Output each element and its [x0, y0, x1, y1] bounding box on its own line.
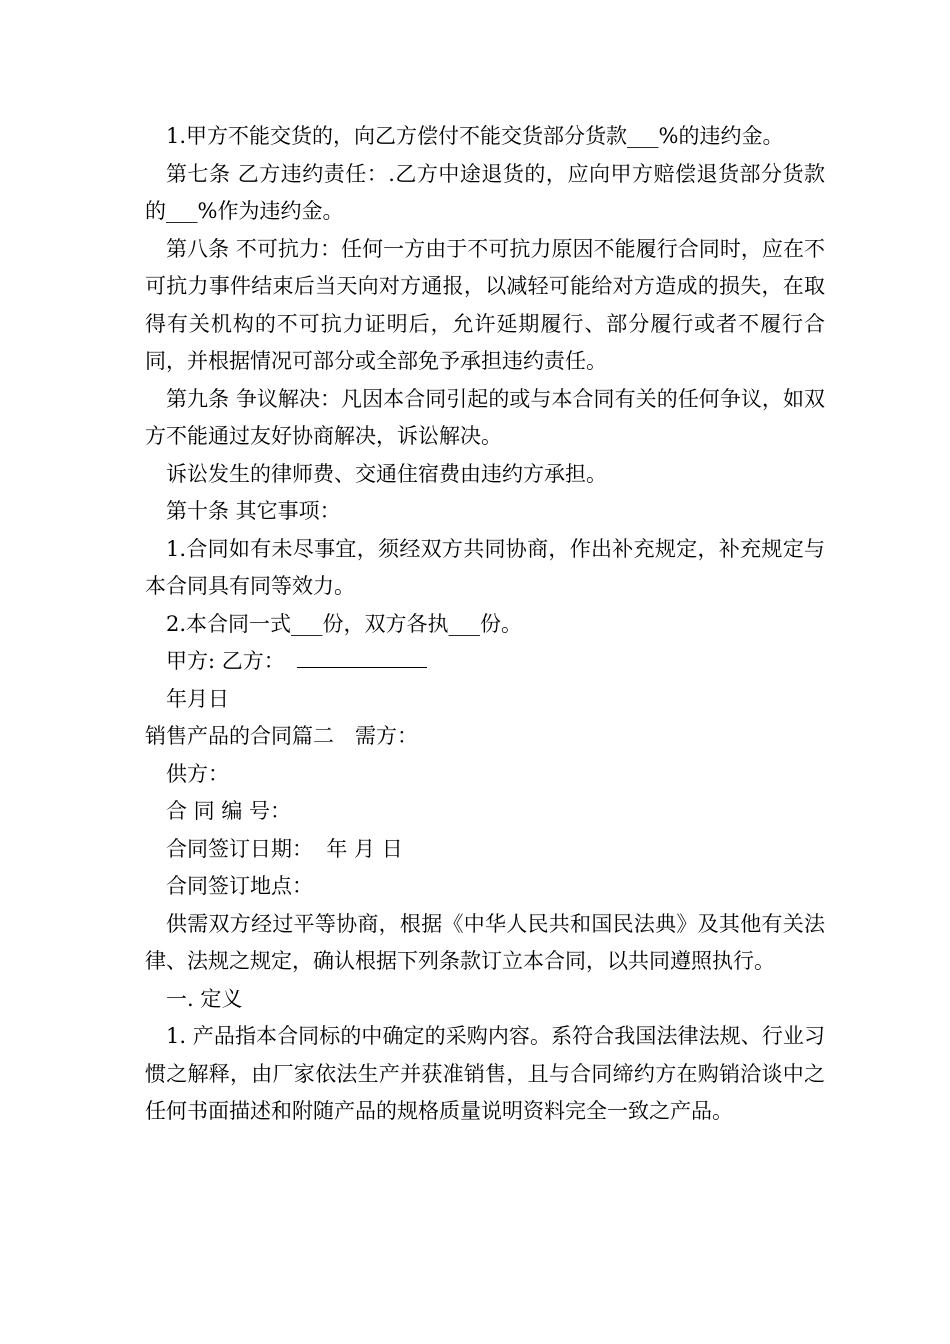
signature-line [145, 643, 825, 681]
signature-label: 甲方: 乙方： [166, 649, 285, 673]
clause-paragraph: 第八条 不可抗力：任何一方由于不可抗力原因不能履行合同时，应在不可抗力事件结束后当天向对方通报，以减轻可能给对方造成的损失，在取得有关机构的不可抗力证明后，允许延期履行、部分履行或者不履行合同，并根据情况可部分或全部免予承担违约责任。 [145, 236, 825, 373]
section2-paragraph: 供方： [166, 761, 229, 786]
clause-paragraph: 第十条 其它事项： [166, 499, 341, 523]
section2-paragraph: 1. 产品指本合同标的中确定的采购内容。系符合我国法律法规、行业习惯之解释，由厂家依法生产并获准销售，且与合同缔约方在购销洽谈中之任何书面描述和附随产品的规格质量说明资料完全一致之产品。 [145, 1024, 825, 1123]
section-heading: 销售产品的合同篇二 需方： [145, 724, 418, 748]
clause-paragraph: 第九条 争议解决：凡因本合同引起的或与本合同有关的任何争议，如双方不能通过友好协商解决，诉讼解决。 [145, 386, 825, 448]
section2-paragraph: 合同签订地点： [166, 874, 313, 898]
section2-paragraph: 一. 定义 [166, 986, 243, 1011]
section2-paragraph: 合 同 编 号： [166, 799, 292, 823]
date-line: 年月日 [166, 686, 229, 711]
clause-paragraph: 第七条 乙方违约责任：.乙方中途退货的，应向甲方赔偿退货部分货款的___%作为违约金。 [145, 161, 825, 223]
clause-paragraph: 1.合同如有未尽事宜，须经双方共同协商，作出补充规定，补充规定与本合同具有同等效力。 [145, 536, 825, 598]
clause-paragraph: 诉讼发生的律师费、交通住宿费由违约方承担。 [166, 461, 607, 486]
clause-paragraph: 1.甲方不能交货的，向乙方偿付不能交货部分货款___%的违约金。 [166, 124, 784, 148]
clause-paragraph: 2.本合同一式___份，双方各执___份。 [166, 611, 523, 636]
section2-paragraph: 供需双方经过平等协商，根据《中华人民共和国民法典》及其他有关法律、法规之规定，确认根据下列条款订立本合同，以共同遵照执行。 [145, 911, 825, 973]
section2-paragraph: 合同签订日期： 年 月 日 [166, 836, 403, 861]
signature-blank [297, 643, 427, 668]
document-page [145, 118, 825, 1131]
